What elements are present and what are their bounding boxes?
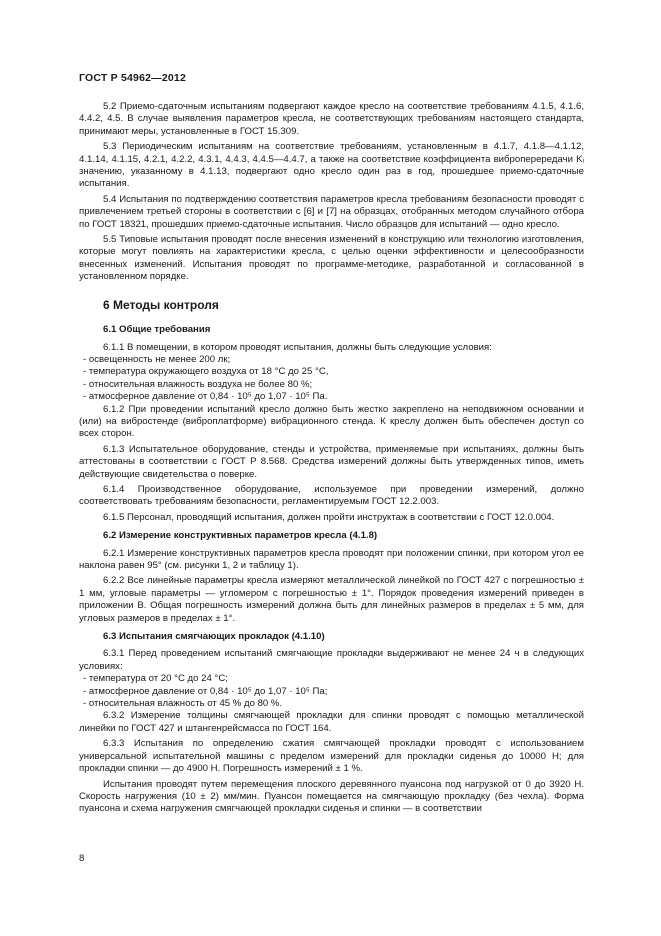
page-number: 8 [79,853,85,864]
paragraph: 6.3.1 Перед проведением испытаний смягчающие прокладки выдерживают не менее 24 ч в следующих условиях: [79,648,584,672]
paragraph: 5.3 Периодическим испытаниям на соответствие требованиям, установленным в 4.1.7, 4.1.8—4.1.12, 4.1.14, 4.1.15, 4.2.1, 4.2.2, 4.3.1, 4.4.3, 4.4.5—4.4.7, а также на соответствие коэффициента виброперередачи Kᵢ значению, указанному в 4.1.13, подвергают одно кресло один раз в год, прошедшее приемо-сдаточные испытания. [79,141,584,190]
list-item: - относительная влажность от 45 % до 80 %. [83,698,283,710]
list-item: - температура окружающего воздуха от 18 °С до 25 °С, [83,366,329,378]
paragraph: 5.2 Приемо-сдаточным испытаниям подвергают каждое кресло на соответствие требованиям 4.1.5, 4.1.6, 4.4.2, 4.5. В случае выявления параметров кресла, не соответствующих требованиям настоящего стандарта, принимают меры, установленные в ГОСТ 15.309. [79,101,584,137]
document-body [79,101,584,816]
paragraph: 6.1.5 Персонал, проводящий испытания, должен пройти инструктаж в соответствии с ГОСТ 12.0.004. [103,511,555,523]
section-heading: 6 Методы контроля [103,297,219,312]
paragraph: 6.1.4 Производственное оборудование, используемое при проведении измерений, должно соответствовать требованиям безопасности, регламентируемым ГОСТ 12.2.003. [79,483,584,508]
paragraph: 6.3.2 Измерение толщины смягчающей прокладки для спинки проводят с помощью металлической линейки по ГОСТ 427 и штангенрейсмасса по ГОСТ 164. [79,710,584,734]
list-item: - относительная влажность воздуха не более 80 %; [83,378,313,390]
paragraph: 5.5 Типовые испытания проводят после внесения изменений в конструкцию или технологию изготовления, которые могут повлиять на характеристики кресла, с целью оценки эффективности и целесообразности внесенных изменений. Испытания проводят по программе-методике, разработанной и согласованной в установленном порядке. [79,234,584,283]
paragraph: Испытания проводят путем перемещения плоского деревянного пуансона под нагрузкой от 0 до 3920 Н. Скорость нагружения (10 ± 2) мм/мин. Пуансон помещается на смягчающую прокладку (без чехла). Форма пуансона и схема нагружения смягчающей прокладки сиденья и спинки — в соответствии [79,778,584,815]
list-item: - освещенность не менее 200 лк; [83,353,231,365]
paragraph: 6.1.1 В помещении, в котором проводят испытания, должны быть следующие условия: [103,341,492,353]
list-item: - атмосферное давление от 0,84 · 10⁵ до 1,07 · 10⁵ Па; [83,685,328,697]
list-item: - температура от 20 °С до 24 °С; [83,673,228,685]
subsection-heading: 6.1 Общие требования [103,324,211,336]
paragraph: 6.3.3 Испытания по определению сжатия смягчающей прокладки проводят с использованием универсальной испытательной машины с пределом измерений для прокладки сиденья до 10000 Н; для прокладки спинки — до 4900 Н. Погрешность измерений ± 1 %. [79,738,584,775]
document-header: ГОСТ Р 54962—2012 [79,72,187,84]
subsection-heading: 6.2 Измерение конструктивных параметров кресла (4.1.8) [103,530,378,542]
subsection-heading: 6.3 Испытания смягчающих прокладок (4.1.10) [103,631,325,643]
paragraph: 6.2.2 Все линейные параметры кресла измеряют металлической линейкой по ГОСТ 427 с погрешностью ± 1 мм, угловые параметры — угломером с погрешностью ± 1°. Порядок проведения измерений приведен в приложении В. Общая погрешность измерений должна быть для линейных размеров в пределах ± 5 мм, для угловых размеров в пределах ± 1°. [79,575,584,624]
list-item: - атмосферное давление от 0,84 · 10⁵ до 1,07 · 10⁵ Па. [83,391,328,403]
paragraph: 6.1.3 Испытательное оборудование, стенды и устройства, применяемые при испытаниях, должны быть аттестованы в соответствии с ГОСТ Р 8.568. Средства измерений должны быть утвержденных типов, иметь действующие свидетельства о поверке. [79,443,584,480]
paragraph: 6.2.1 Измерение конструктивных параметров кресла проводят при положении спинки, при котором угол ее наклона равен 95° (см. рисунки 1, 2 и таблицу 1). [79,547,584,571]
paragraph: 5.4 Испытания по подтверждению соответствия параметров кресла требованиям безопасности проводят с привлечением третьей стороны в соответствии с [6] и [7] на образцах, отобранных методом случайного отбора по ГОСТ 18321, прошедших приемо-сдаточные испытания. Число образцов для испытаний — одно кресло. [79,193,584,230]
paragraph: 6.1.2 При проведении испытаний кресло должно быть жестко закреплено на неподвижном основании и (или) на вибростенде (виброплатформе) вибрационного стенда. К креслу должен быть обеспечен доступ со всех сторон. [79,403,584,440]
